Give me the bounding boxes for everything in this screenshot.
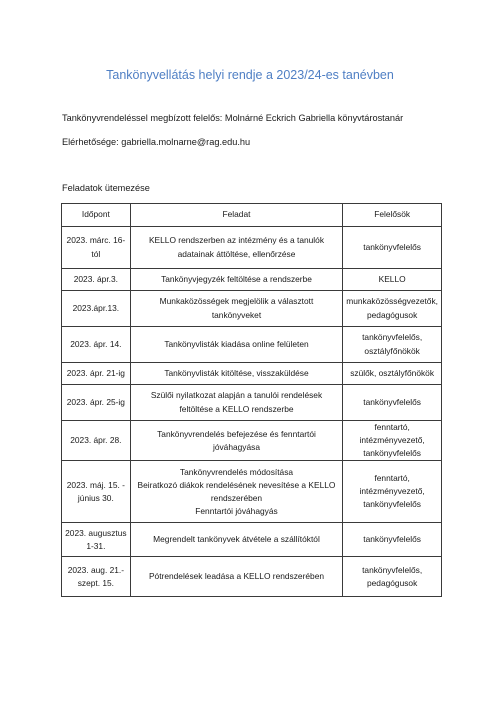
- responsible-cell: [343, 421, 442, 461]
- table-row: [62, 269, 442, 291]
- task-cell: [130, 227, 343, 269]
- table-row: [62, 523, 442, 557]
- date-cell-line: 1-31.: [86, 540, 106, 551]
- responsible-cell: [343, 269, 442, 291]
- table-row: [62, 291, 442, 327]
- date-cell: [62, 269, 131, 291]
- responsible-cell: [343, 291, 442, 327]
- task-cell: [130, 327, 343, 363]
- date-cell-line: 2023. ápr.3.: [73, 273, 118, 284]
- task-cell: [130, 557, 343, 597]
- task-cell-line: jóváhagyása: [212, 441, 260, 452]
- responsible-cell-line: intézményvezető,: [359, 435, 425, 446]
- task-cell: [130, 461, 343, 523]
- task-cell-line: Munkaközösségek megjelölik a választott: [159, 296, 314, 307]
- responsible-cell-line: tankönyvfelelős: [363, 534, 421, 545]
- responsible-cell-line: KELLO: [378, 273, 406, 284]
- date-cell-line: 2023. augusztus: [65, 527, 127, 538]
- task-cell-line: Tankönyvlisták kitöltése, visszaküldése: [164, 367, 309, 378]
- responsible-person: Tankönyvrendeléssel megbízott felelős: Molnárné Eckrich Gabriella könyvtárostanár: [62, 113, 404, 123]
- date-cell: [62, 327, 131, 363]
- task-cell-line: Tankönyvrendelés módosítása: [179, 466, 294, 477]
- schedule-table: [61, 203, 442, 597]
- date-cell: [62, 421, 131, 461]
- date-cell-line: 2023. ápr. 14.: [70, 338, 122, 349]
- task-cell-line: Tankönyvlisták kiadása online felületen: [164, 338, 309, 349]
- date-cell-line: 2023. aug. 21.-: [67, 564, 125, 575]
- table-row: [62, 385, 442, 421]
- date-cell: [62, 557, 131, 597]
- responsible-cell-line: osztályfőnökök: [364, 345, 420, 356]
- responsible-cell-line: szülők, osztályfőnökök: [350, 367, 435, 378]
- responsible-cell-line: tankönyvfelelős,: [362, 332, 423, 343]
- date-cell: [62, 227, 131, 269]
- responsible-cell-line: tankönyvfelelős: [363, 448, 421, 459]
- date-cell-line: 2023. márc. 16-: [66, 235, 126, 246]
- task-cell: [130, 385, 343, 421]
- responsible-cell-line: tankönyvfelelős: [363, 499, 421, 510]
- schedule-heading: Feladatok ütemezése: [62, 183, 150, 193]
- responsible-cell-line: fenntartó,: [374, 422, 410, 432]
- responsible-cell-line: munkaközösségvezetők,: [346, 296, 438, 307]
- date-cell-line: 2023. ápr. 25-ig: [66, 396, 125, 407]
- task-cell-line: Tankönyvrendelés befejezése és fenntartói: [157, 428, 316, 439]
- task-cell-line: Megrendelt tankönyvek átvétele a szállítóktól: [153, 534, 320, 545]
- date-cell-line: 2023. ápr. 21-ig: [66, 367, 125, 378]
- table-row: [62, 421, 442, 461]
- task-cell-line: feltöltése a KELLO rendszerbe: [179, 403, 294, 414]
- date-cell: [62, 523, 131, 557]
- table-row: [62, 557, 442, 597]
- date-cell: [62, 461, 131, 523]
- table-header-row: [62, 204, 442, 227]
- table-row: [62, 461, 442, 523]
- responsible-cell: [343, 557, 442, 597]
- task-cell-line: Fenntartói jóváhagyás: [195, 505, 278, 516]
- responsible-cell-line: tankönyvfelelős: [363, 241, 421, 252]
- responsible-cell: [343, 385, 442, 421]
- table-row: [62, 363, 442, 385]
- date-cell-line: tól: [91, 248, 101, 259]
- date-cell: [62, 385, 131, 421]
- table-row: [62, 227, 442, 269]
- date-cell-line: június 30.: [77, 492, 114, 503]
- document-title: Tankönyvellátás helyi rendje a 2023/24-es tanévben: [106, 68, 394, 82]
- task-cell: [130, 523, 343, 557]
- responsible-cell: [343, 461, 442, 523]
- date-cell: [62, 291, 131, 327]
- task-cell-line: rendszerében: [210, 492, 263, 503]
- date-cell-line: szept. 15.: [77, 577, 115, 588]
- task-cell-line: Beiratkozó diákok rendelésének nevesítése a KELLO: [137, 479, 336, 490]
- task-cell-line: Tankönyvjegyzék feltöltése a rendszerbe: [161, 273, 312, 284]
- task-cell: [130, 421, 343, 461]
- task-cell-line: adatainak áttöltése, ellenőrzése: [177, 248, 296, 259]
- responsible-cell-line: intézményvezető,: [359, 486, 425, 497]
- contact-email: Elérhetősége: gabriella.molnarne@rag.edu.hu: [62, 137, 251, 147]
- responsible-cell: [343, 523, 442, 557]
- responsible-cell-line: fenntartó,: [374, 473, 410, 484]
- responsible-cell: [343, 327, 442, 363]
- responsible-cell-line: tankönyvfelelős,: [362, 564, 423, 575]
- date-cell-line: 2023.ápr.13.: [72, 302, 120, 313]
- task-cell-line: Pótrendelések leadása a KELLO rendszerében: [148, 571, 325, 582]
- responsible-cell: [343, 227, 442, 269]
- responsible-cell-line: pedagógusok: [366, 309, 418, 320]
- responsible-cell-line: pedagógusok: [366, 577, 418, 588]
- responsible-cell: [343, 363, 442, 385]
- header-task: Feladat: [130, 204, 343, 227]
- task-cell: [130, 363, 343, 385]
- task-cell: [130, 291, 343, 327]
- task-cell-line: Szülői nyilatkozat alapján a tanulói rendelések: [150, 390, 323, 401]
- header-date: Időpont: [62, 204, 131, 227]
- date-cell-line: 2023. máj. 15. -: [66, 479, 125, 490]
- task-cell-line: KELLO rendszerben az intézmény és a tanulók: [148, 235, 325, 246]
- task-cell-line: tankönyveket: [211, 309, 262, 320]
- responsible-cell-line: tankönyvfelelős: [363, 396, 421, 407]
- task-cell: [130, 269, 343, 291]
- table-row: [62, 327, 442, 363]
- date-cell: [62, 363, 131, 385]
- date-cell-line: 2023. ápr. 28.: [70, 435, 122, 446]
- header-responsible: Felelősök: [343, 204, 442, 227]
